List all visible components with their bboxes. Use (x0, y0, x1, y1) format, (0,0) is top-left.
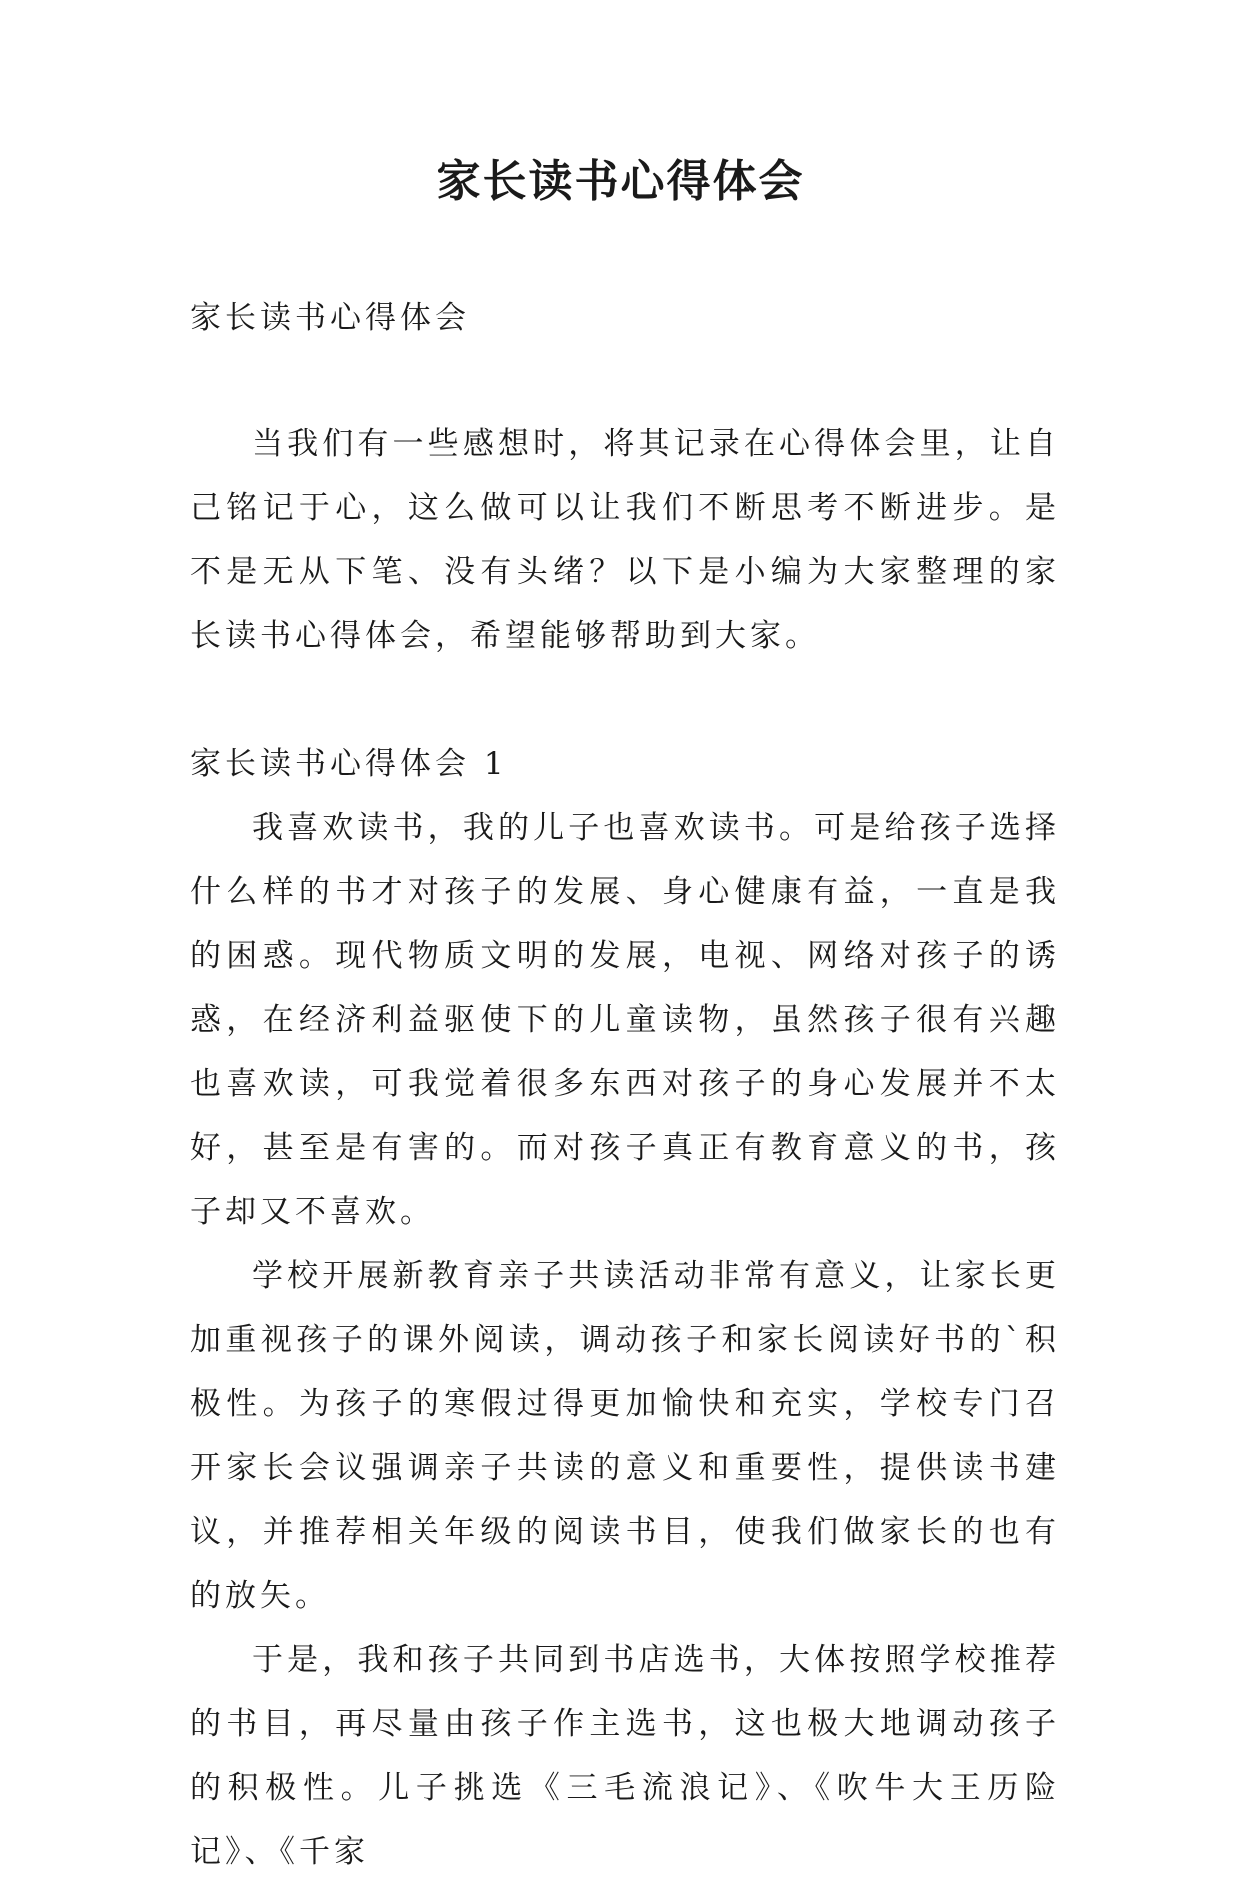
intro-paragraph: 当我们有一些感想时，将其记录在心得体会里，让自己铭记于心，这么做可以让我们不断思考不断进步。是不是无从下笔、没有头绪？以下是小编为大家整理的家长读书心得体会，希望能够帮助到大家。 (190, 426, 1060, 654)
body-paragraph: 学校开展新教育亲子共读活动非常有意义，让家长更加重视孩子的课外阅读，调动孩子和家长阅读好书的`积极性。为孩子的寒假过得更加愉快和充实，学校专门召开家长会议强调亲子共读的意义和重要性，提供读书建议，并推荐相关年级的阅读书目，使我们做家长的也有的放矢。 (190, 1258, 1060, 1614)
document-title: 家长读书心得体会 (436, 156, 805, 207)
body-paragraph: 我喜欢读书，我的儿子也喜欢读书。可是给孩子选择什么样的书才对孩子的发展、身心健康有益，一直是我的困惑。现代物质文明的发展，电视、网络对孩子的诱惑，在经济利益驱使下的儿童读物，虽然孩子很有兴趣也喜欢读，可我觉着很多东西对孩子的身心发展并不太好，甚至是有害的。而对孩子真正有教育意义的书，孩子却又不喜欢。 (190, 810, 1060, 1230)
document-body (190, 286, 1060, 1884)
body-paragraph: 于是，我和孩子共同到书店选书，大体按照学校推荐的书目，再尽量由孩子作主选书，这也极大地调动孩子的积极性。儿子挑选《三毛流浪记》、《吹牛大王历险记》、《千家 (190, 1642, 1060, 1870)
document-subtitle: 家长读书心得体会 (190, 300, 470, 336)
section-heading: 家长读书心得体会 1 (190, 746, 508, 782)
spacer (190, 350, 1060, 412)
spacer (190, 668, 1060, 732)
